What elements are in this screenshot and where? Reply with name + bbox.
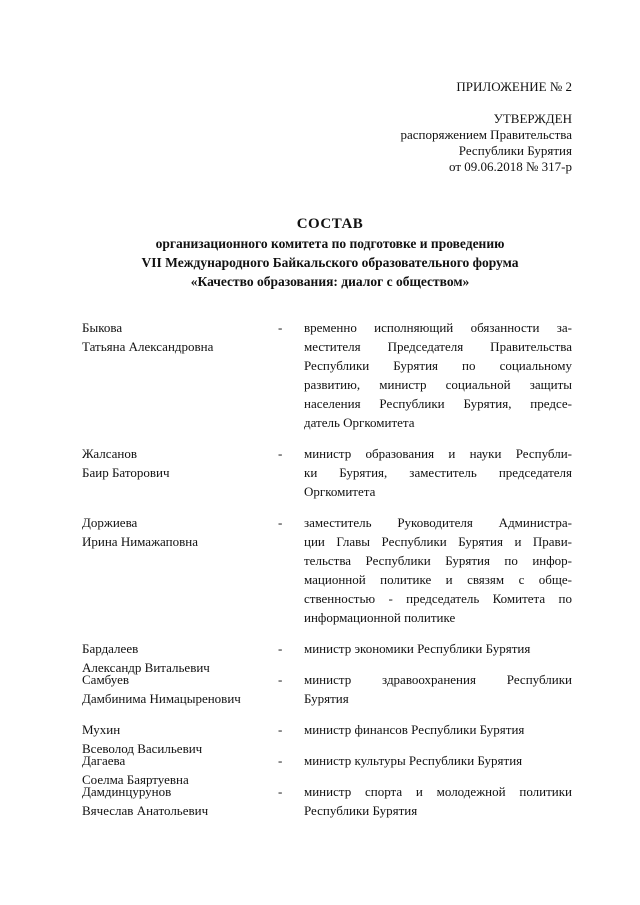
title-line: организационного комитета по подготовке и проведению	[155, 236, 505, 251]
member-dash: -	[278, 446, 283, 461]
member-row	[0, 720, 640, 756]
member-role-line: министр финансов Республики Бурятия	[304, 722, 525, 737]
member-role-line: Бурятия	[304, 691, 349, 706]
member-given-names: Вячеслав Анатольевич	[82, 803, 209, 818]
member-row	[0, 782, 640, 820]
member-role	[304, 639, 572, 658]
member-name	[82, 513, 272, 551]
member-surname: Доржиева	[82, 515, 138, 530]
member-role-line: временно исполняющий обязанности за-	[304, 320, 572, 335]
approved-line: от 09.06.2018 № 317-р	[449, 159, 572, 174]
member-role-line: министр экономики Республики Бурятия	[304, 641, 531, 656]
member-given-names: Татьяна Александровна	[82, 339, 214, 354]
member-role-line: ки Бурятия, заместитель председателя	[304, 465, 572, 480]
member-surname: Бардалеев	[82, 641, 139, 656]
member-role	[304, 318, 572, 432]
approval-stamp	[400, 111, 572, 175]
member-given-names: Баир Баторович	[82, 465, 170, 480]
member-role-line: датель Оргкомитета	[304, 415, 415, 430]
member-role-line: развитию, министр социальной защиты	[304, 377, 572, 392]
title-main: СОСТАВ	[296, 216, 364, 232]
member-given-names: Всеволод Васильевич	[82, 741, 203, 756]
member-role-line: Республики Бурятия по социальному	[304, 358, 572, 373]
member-role	[304, 751, 572, 770]
member-given-names: Дамбинима Нимацыренович	[82, 691, 241, 706]
member-role	[304, 720, 572, 739]
member-row	[0, 639, 640, 675]
member-surname: Жалсанов	[82, 446, 137, 461]
document-title	[60, 215, 600, 291]
member-role-line: заместитель Руководителя Администра-	[304, 515, 572, 530]
approved-line: Республики Бурятия	[458, 143, 572, 158]
member-role-line: информационной политике	[304, 610, 456, 625]
title-line: «Качество образования: диалог с обществом»	[190, 274, 470, 289]
member-role-line: министр здравоохранения Республики	[304, 672, 572, 687]
member-dash: -	[278, 515, 283, 530]
member-role-line: ции Главы Республики Бурятия и Прави-	[304, 534, 572, 549]
annex-label	[456, 79, 572, 95]
member-surname: Мухин	[82, 722, 121, 737]
member-role-line: населения Республики Бурятия, предсе-	[304, 396, 572, 411]
member-role	[304, 444, 572, 501]
member-surname: Самбуев	[82, 672, 130, 687]
member-surname: Дамдинцурунов	[82, 784, 172, 799]
member-given-names: Соелма Баяртуевна	[82, 772, 189, 787]
member-row	[0, 318, 640, 432]
member-dash: -	[278, 641, 283, 656]
approved-line: распоряжением Правительства	[400, 127, 572, 142]
member-role-line: ственностью - председатель Комитета по	[304, 591, 572, 606]
member-surname: Быкова	[82, 320, 123, 335]
member-given-names: Ирина Нимажаповна	[82, 534, 198, 549]
member-given-names: Александр Витальевич	[82, 660, 210, 675]
member-role-line: Республики Бурятия	[304, 803, 418, 818]
approved-line: УТВЕРЖДЕН	[493, 111, 572, 126]
member-role-line: местителя Председателя Правительства	[304, 339, 572, 354]
member-name	[82, 318, 272, 356]
member-dash: -	[278, 320, 283, 335]
member-role-line: Оргкомитета	[304, 484, 376, 499]
member-dash: -	[278, 753, 283, 768]
member-row	[0, 670, 640, 708]
member-dash: -	[278, 722, 283, 737]
member-dash: -	[278, 784, 283, 799]
member-name	[82, 670, 272, 708]
member-role-line: министр спорта и молодежной политики	[304, 784, 572, 799]
annex-text: ПРИЛОЖЕНИЕ № 2	[456, 79, 572, 94]
member-dash: -	[278, 672, 283, 687]
member-role	[304, 782, 572, 820]
member-surname: Дагаева	[82, 753, 126, 768]
member-name	[82, 782, 272, 820]
member-row	[0, 513, 640, 627]
members-list	[0, 318, 640, 832]
member-name	[82, 444, 272, 482]
member-row	[0, 751, 640, 787]
member-row	[0, 444, 640, 501]
member-role-line: министр образования и науки Республи-	[304, 446, 572, 461]
member-role-line: министр культуры Республики Бурятия	[304, 753, 523, 768]
title-line: VII Международного Байкальского образовательного форума	[141, 255, 519, 270]
member-role	[304, 513, 572, 627]
member-role-line: тельства Республики Бурятия по инфор-	[304, 553, 572, 568]
member-role-line: мационной политике и связям с обще-	[304, 572, 572, 587]
member-role	[304, 670, 572, 708]
